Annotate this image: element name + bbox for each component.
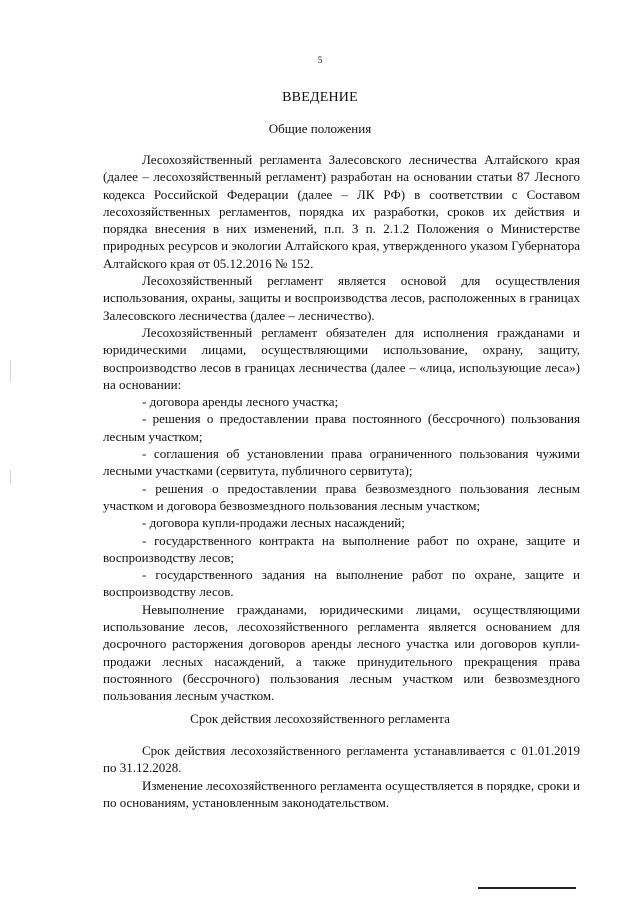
paragraph-intro: Лесохозяйственный регламента Залесовского лесничества Алтайского края (далее – лесохозяйственный регламент) разработан на основании статьи 87 Лесного кодекса Российской Федерации (далее – ЛК РФ) в соответствии с Составом лесохозяйственных регламентов, порядка их разработки, сроков их действия и порядка внесения в них изменений, п.п. 3 п. 2.1.2 Положения о Министерстве природных ресурсов и экологии Алтайского края, утвержденного указом Губернатора Алтайского края от 05.12.2016 № 152. bbox=[103, 152, 580, 271]
paragraph-amendment: Изменение лесохозяйственного регламента осуществляется в порядке, сроки и по основаниям, установленным законодательством. bbox=[103, 777, 580, 810]
paragraph-consequences: Невыполнение гражданами, юридическими лицами, осуществляющими использование лесов, лесохозяйственного регламента является основанием для досрочного расторжения договоров аренды лесного участка или договоров купли-продажи лесных насаждений, а также принудительного прекращения права постоянного (бессрочного) пользования лесным участком или безвозмездного пользования лесным участком. bbox=[103, 601, 580, 704]
document-title: ВВЕДЕНИЕ bbox=[282, 90, 358, 105]
list-item: - договора аренды лесного участка; bbox=[142, 394, 339, 410]
main-text-block bbox=[103, 151, 580, 705]
scan-margin-mark bbox=[10, 360, 11, 382]
paragraph-term: Срок действия лесохозяйственного регламента устанавливается с 01.01.2019 по 31.12.2028. bbox=[103, 743, 580, 776]
paragraph-basis: Лесохозяйственный регламент является основой для осуществления использования, охраны, защиты и воспроизводства лесов, расположенных в границах Залесовского лесничества (далее – лесничество). bbox=[103, 273, 580, 323]
footer-rule bbox=[478, 887, 576, 889]
list-item: - государственного задания на выполнение работ по охране, защите и воспроизводству лесов. bbox=[103, 567, 580, 600]
section-heading: Срок действия лесохозяйственного регламента bbox=[190, 711, 450, 726]
list-item: - государственного контракта на выполнение работ по охране, защите и воспроизводству лесов; bbox=[103, 532, 580, 565]
scan-margin-mark bbox=[10, 470, 11, 484]
section-subtitle: Общие положения bbox=[268, 121, 372, 136]
list-item: - решения о предоставлении права постоянного (бессрочного) пользования лесным участком; bbox=[103, 411, 580, 444]
list-item: - соглашения об установлении права ограниченного пользования чужими лесными участками (сервитута, публичного сервитута); bbox=[103, 446, 580, 479]
page-number: 5 bbox=[317, 55, 323, 65]
term-text-block bbox=[103, 742, 580, 811]
list-item: - решения о предоставлении права безвозмездного пользования лесным участком и договора безвозмездного пользования лесным участком; bbox=[103, 480, 580, 513]
list-item: - договора купли-продажи лесных насаждений; bbox=[142, 515, 405, 531]
paragraph-obligation: Лесохозяйственный регламент обязателен для исполнения гражданами и юридическими лицами, осуществляющими использование, охрану, защиту, воспроизводство лесов в границах лесничества (далее – «лица, использующие леса») на основании: bbox=[103, 324, 580, 392]
